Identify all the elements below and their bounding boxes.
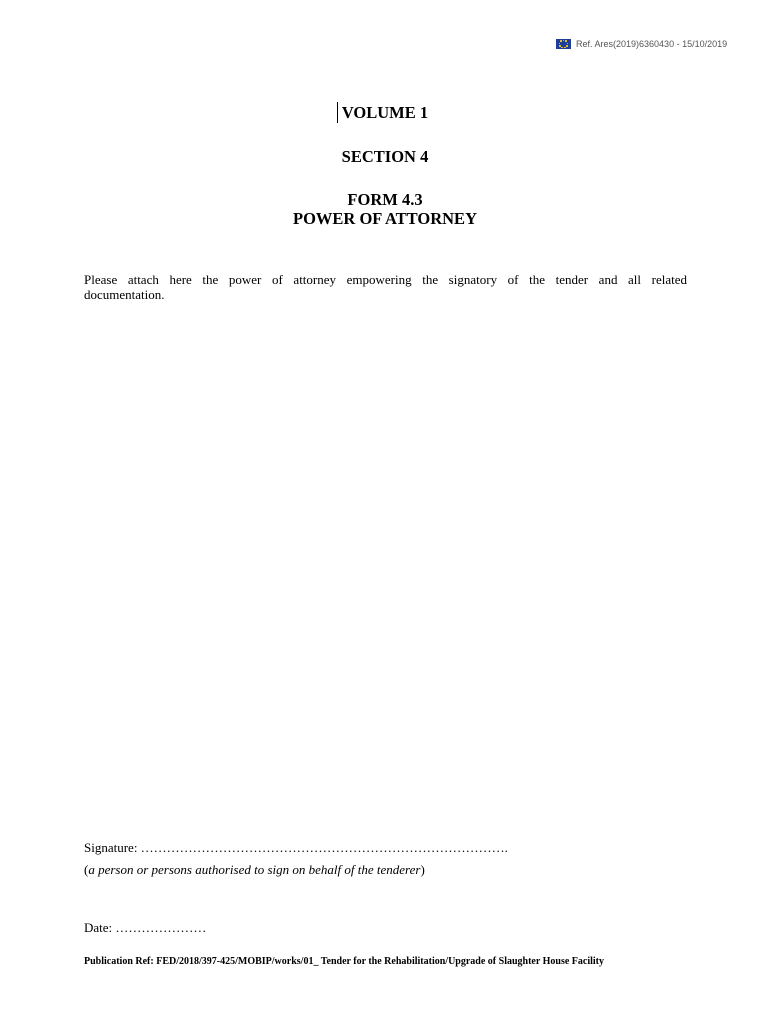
note-open-paren: ( [84,862,89,877]
note-close-paren: ) [420,862,425,877]
date-field: Date: ………………… [84,920,207,935]
instruction-paragraph: Please attach here the power of attorney empowering the signatory of the tender and all related documentation. [84,272,687,302]
volume-heading: VOLUME 1 [341,103,429,122]
reference-stamp [556,39,727,49]
signature-field: Signature: …………………………………………………………………………. [84,840,508,855]
section-heading: SECTION 4 [341,147,429,166]
form-number-heading: FORM 4.3 [347,190,423,209]
signatory-note [84,862,425,878]
publication-reference: Publication Ref: FED/2018/397-425/MOBIP/works/01_ Tender for the Rehabilitation/Upgrade of Slaughter House Facility [84,956,605,967]
note-text: a person or persons authorised to sign on behalf of the tenderer [88,862,421,877]
eu-flag-icon [556,39,571,49]
form-title-heading: POWER OF ATTORNEY [293,209,477,228]
reference-number: Ref. Ares(2019)6360430 - 15/10/2019 [576,39,728,49]
